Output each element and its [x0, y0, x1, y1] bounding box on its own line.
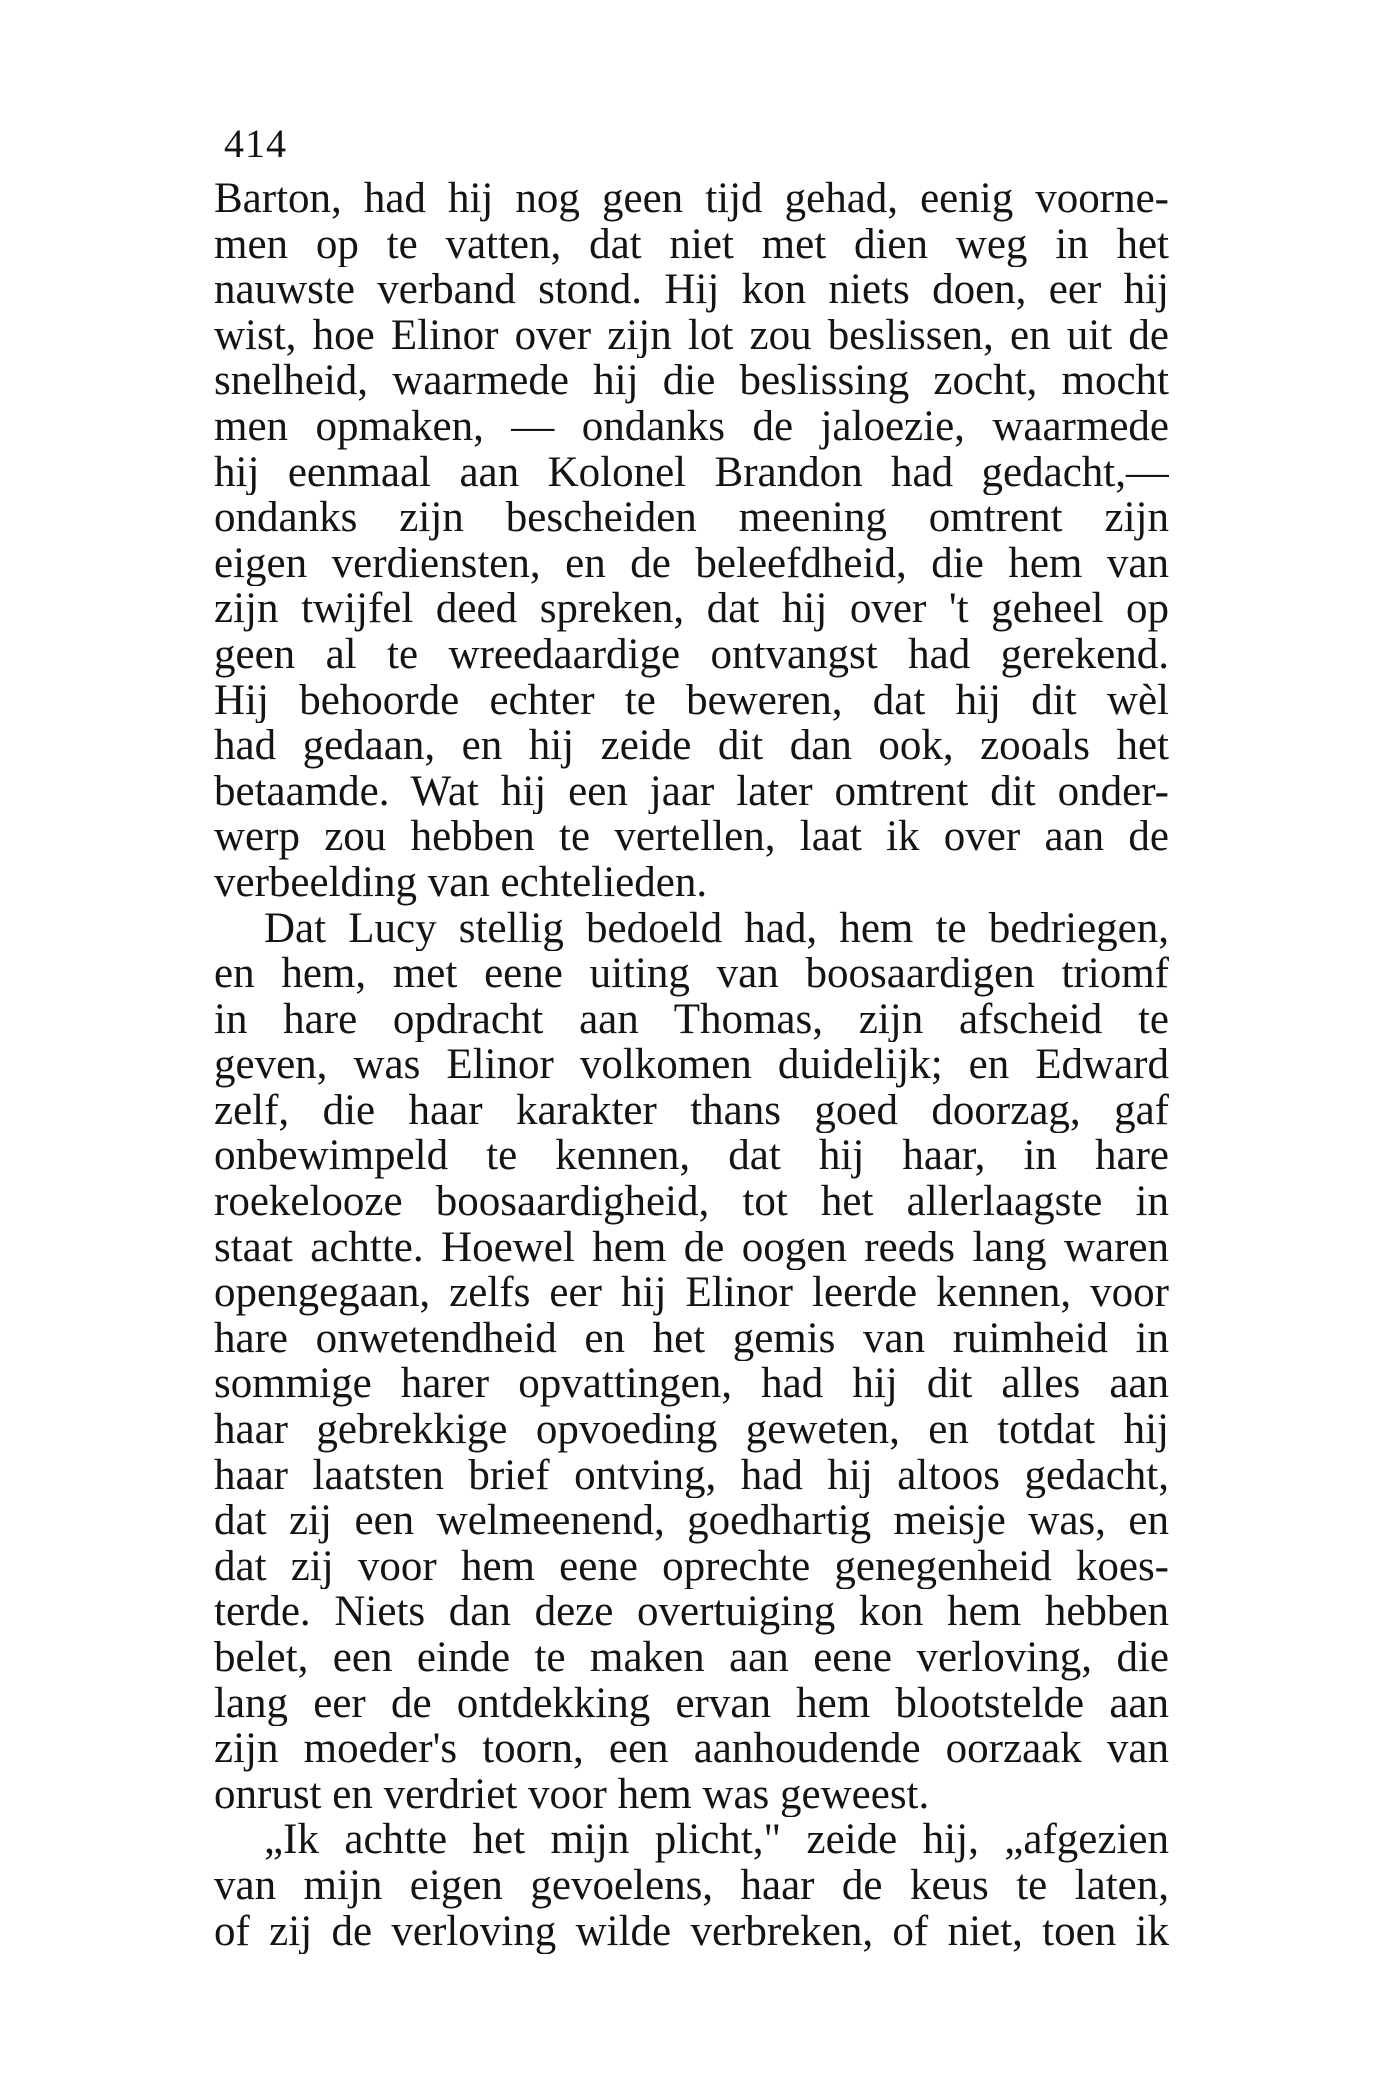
text-line: ondanks zijn bescheiden meening omtrent zijn	[214, 495, 1169, 541]
text-line: geven, was Elinor volkomen duidelijk; en Edward	[214, 1042, 1169, 1088]
text-line: sommige harer opvattingen, had hij dit alles aan	[214, 1361, 1169, 1408]
text-line: van mijn eigen gevoelens, haar de keus te laten,	[214, 1862, 1169, 1909]
text-line: betaamde. Wat hij een jaar later omtrent dit onder-	[214, 768, 1169, 815]
text-line: hare onwetendheid en het gemis van ruimheid in	[214, 1315, 1169, 1362]
text-line: lang eer de ontdekking ervan hem blootstelde aan	[214, 1680, 1169, 1727]
text-line: of zij de verloving wilde verbreken, of niet, toen ik	[214, 1908, 1169, 1955]
text-line: belet, een einde te maken aan eene verloving, die	[214, 1635, 1169, 1681]
text-line: zijn twijfel deed spreken, dat hij over 't geheel op	[214, 586, 1169, 632]
text-line: haar laatsten brief ontving, had hij altoos gedacht,	[214, 1452, 1169, 1499]
text-line: in hare opdracht aan Thomas, zijn afscheid te	[214, 996, 1169, 1043]
text-line: nauwste verband stond. Hij kon niets doen, eer hij	[214, 267, 1169, 313]
text-line: opengegaan, zelfs eer hij Elinor leerde kennen, voor	[214, 1270, 1169, 1316]
text-line: dat zij een welmeenend, goedhartig meisje was, en	[214, 1498, 1169, 1544]
text-line: zijn moeder's toorn, een aanhoudende oorzaak van	[214, 1726, 1169, 1772]
text-line: staat achtte. Hoewel hem de oogen reeds lang waren	[214, 1224, 1169, 1271]
text-line: wist, hoe Elinor over zijn lot zou beslissen, en uit de	[214, 312, 1169, 359]
text-line: „Ik achtte het mijn plicht," zeide hij, „afgezien	[264, 1817, 1169, 1863]
text-line: Dat Lucy stellig bedoeld had, hem te bedriegen,	[264, 905, 1169, 952]
text-line: roekelooze boosaardigheid, tot het allerlaagste in	[214, 1179, 1169, 1225]
text-line: men op te vatten, dat niet met dien weg in het	[214, 221, 1169, 268]
text-line: men opmaken, — ondanks de jaloezie, waarmede	[214, 403, 1169, 450]
text-line: hij eenmaal aan Kolonel Brandon had gedacht,—	[214, 449, 1169, 496]
text-line: verbeelding van echtelieden.	[214, 859, 708, 906]
text-line: snelheid, waarmede hij die beslissing zocht, mocht	[214, 358, 1169, 404]
text-line: onbewimpeld te kennen, dat hij haar, in hare	[214, 1133, 1169, 1180]
text-line: haar gebrekkige opvoeding geweten, en totdat hij	[214, 1407, 1169, 1453]
text-line: Hij behoorde echter te beweren, dat hij dit wèl	[214, 677, 1169, 724]
text-line: terde. Niets dan deze overtuiging kon hem hebben	[214, 1589, 1169, 1635]
text-line: Barton, had hij nog geen tijd gehad, eenig voorne-	[214, 176, 1169, 222]
body-text	[214, 176, 1169, 1954]
text-line: zelf, die haar karakter thans goed doorzag, gaf	[214, 1087, 1169, 1134]
text-line: en hem, met eene uiting van boosaardigen triomf	[214, 951, 1169, 997]
text-line: werp zou hebben te vertellen, laat ik over aan de	[214, 814, 1169, 860]
page-number: 414	[224, 121, 287, 166]
text-line: eigen verdiensten, en de beleefdheid, die hem van	[214, 540, 1169, 587]
text-line: had gedaan, en hij zeide dit dan ook, zooals het	[214, 723, 1169, 769]
text-line: dat zij voor hem eene oprechte genegenheid koes-	[214, 1543, 1169, 1590]
text-line: onrust en verdriet voor hem was geweest.	[214, 1771, 930, 1818]
text-line: geen al te wreedaardige ontvangst had gerekend.	[214, 631, 1169, 678]
